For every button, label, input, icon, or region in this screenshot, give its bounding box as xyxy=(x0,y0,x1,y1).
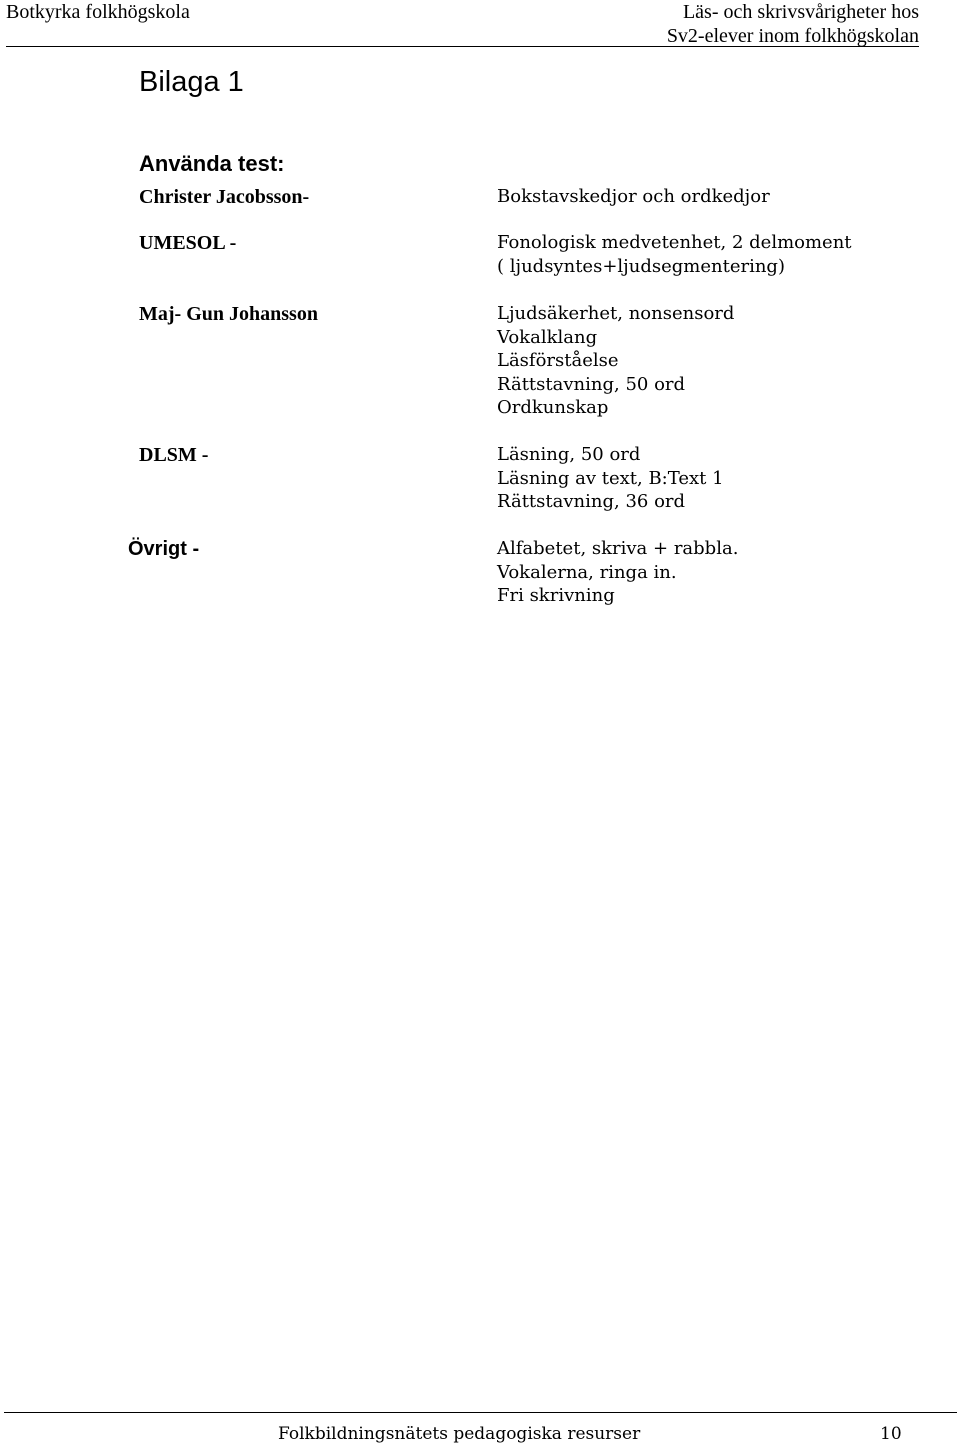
test-item: Alfabetet, skriva + rabbla. xyxy=(497,538,739,559)
test-items-dlsm xyxy=(497,443,724,514)
test-label-johansson: Maj- Gun Johansson xyxy=(139,303,318,325)
test-item: Läsförståelse xyxy=(497,350,619,371)
test-item: Rättstavning, 50 ord xyxy=(497,373,686,395)
test-label-jacobsson: Christer Jacobsson- xyxy=(139,186,310,208)
header-divider xyxy=(6,46,919,47)
test-item: Vokalklang xyxy=(497,326,598,348)
section-heading: Använda test: xyxy=(139,151,285,176)
test-item: ( ljudsyntes+ljudsegmentering) xyxy=(497,255,785,277)
test-item: Läsning av text, B:Text 1 xyxy=(497,467,724,489)
test-item: Bokstavskedjor och ordkedjor xyxy=(497,186,770,207)
test-items-umesol xyxy=(497,231,852,278)
page-number: 10 xyxy=(880,1424,902,1444)
test-items-johansson xyxy=(497,302,734,420)
test-label-umesol: UMESOL - xyxy=(139,232,237,254)
test-item: Rättstavning, 36 ord xyxy=(497,491,686,512)
test-item: Läsning, 50 ord xyxy=(497,444,641,465)
test-item: Vokalerna, ringa in. xyxy=(497,561,677,583)
test-label-dlsm: DLSM - xyxy=(139,444,209,466)
test-item: Ljudsäkerhet, nonsensord xyxy=(497,303,735,324)
footer-divider xyxy=(4,1412,957,1413)
footer-source: Folkbildningsnätets pedagogiska resurser xyxy=(278,1424,641,1444)
header-school-name: Botkyrka folkhögskola xyxy=(6,1,190,23)
test-items-jacobsson xyxy=(497,185,770,209)
test-label-ovrigt: Övrigt - xyxy=(128,538,200,560)
header-title-line-1: Läs- och skrivsvårigheter hos xyxy=(682,1,919,23)
header-title-line-2: Sv2-elever inom folkhögskolan xyxy=(666,25,919,47)
page-title: Bilaga 1 xyxy=(139,66,244,98)
header-document-title xyxy=(667,0,919,48)
test-item: Fonologisk medvetenhet, 2 delmoment xyxy=(497,232,852,253)
test-item: Ordkunskap xyxy=(497,397,609,418)
test-items-ovrigt xyxy=(497,537,738,608)
test-item: Fri skrivning xyxy=(497,585,615,606)
